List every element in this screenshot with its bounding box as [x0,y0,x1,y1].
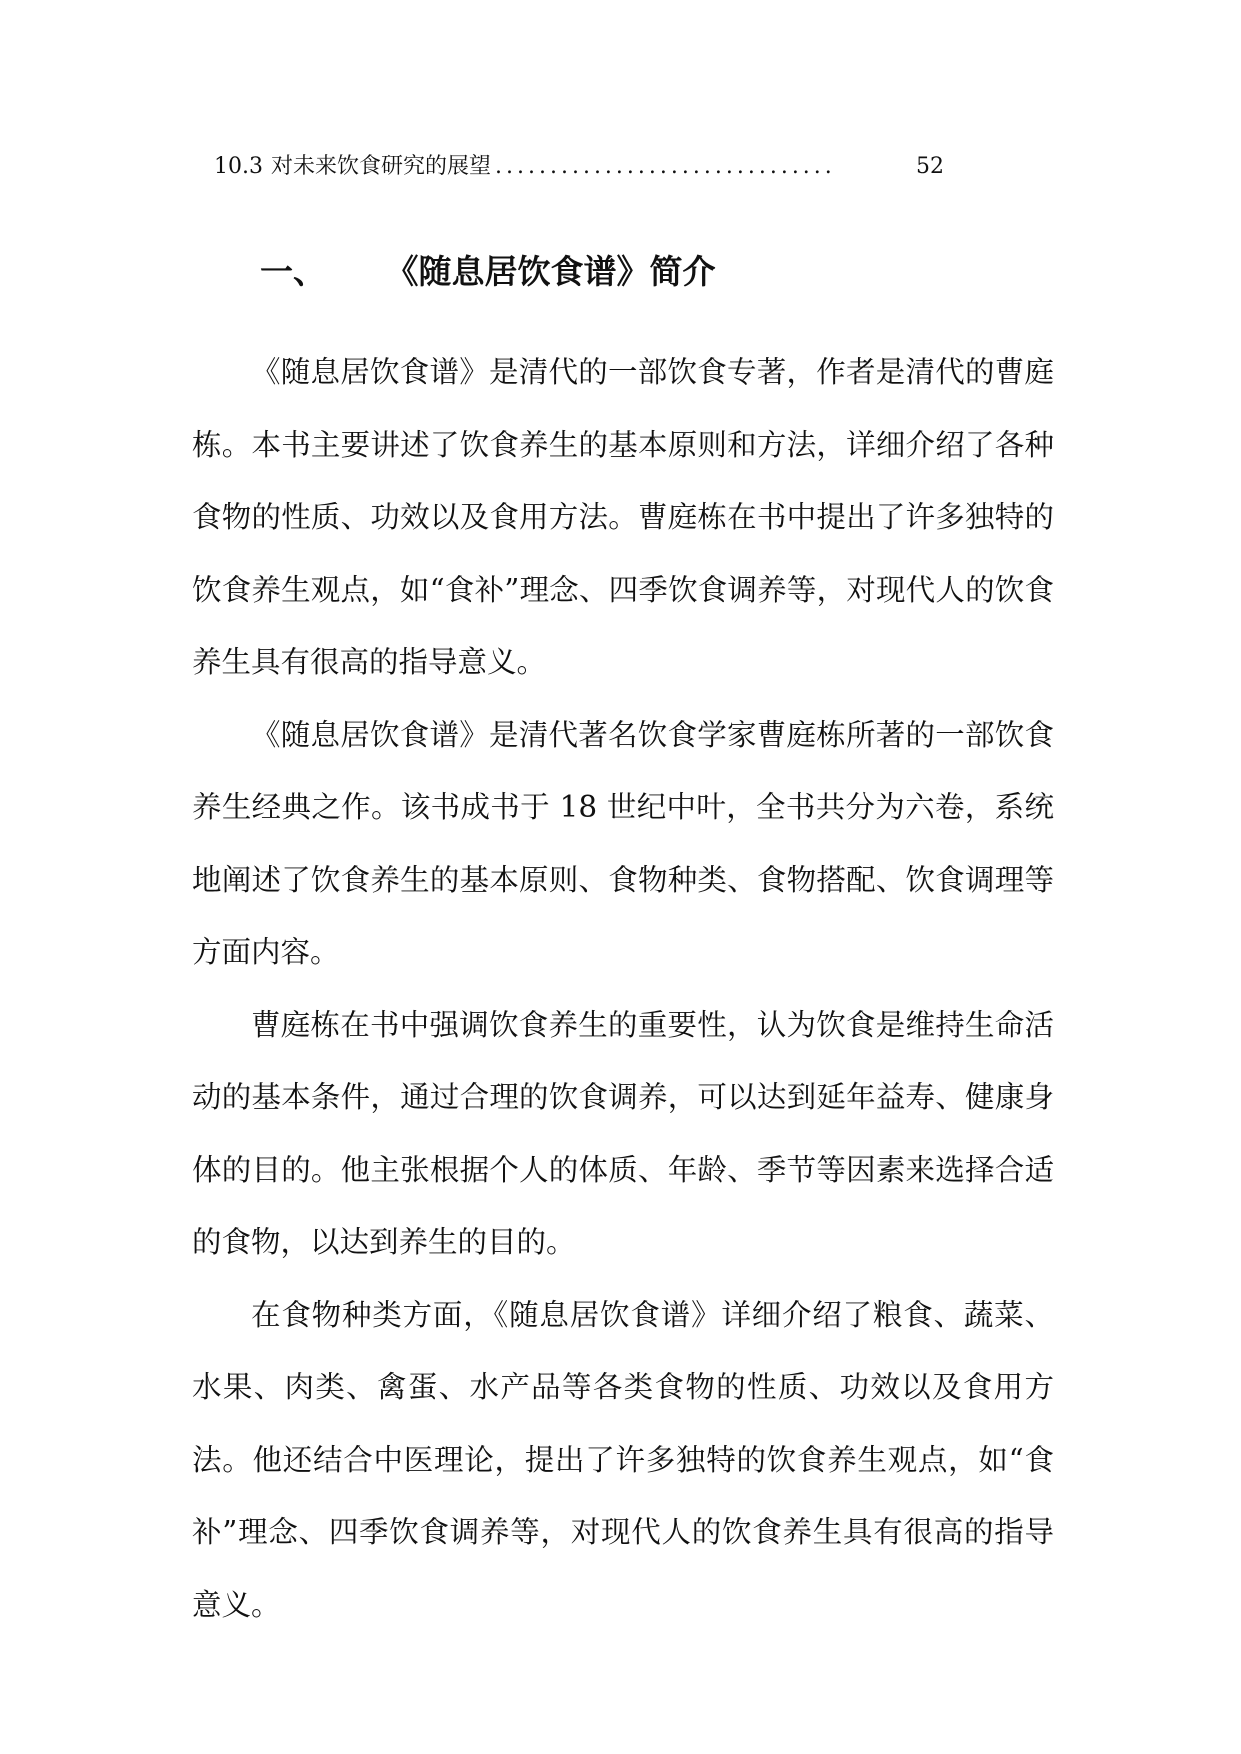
toc-entry-title: 对未来饮食研究的展望 [270,154,491,179]
section-heading-title: 《随息居饮食谱》简介 [385,252,716,291]
section-heading [260,248,716,296]
body-paragraph-2: 《随息居饮食谱》是清代著名饮食学家曹庭栋所著的一部饮食养生经典之作。该书成书于 18 世纪中叶，全书共分为六卷，系统地阐述了饮食养生的基本原则、食物种类、食物搭配、饮食调理等方面内容。 [192,717,1054,969]
body-paragraph-4: 在食物种类方面，《随息居饮食谱》详细介绍了粮食、蔬菜、水果、肉类、禽蛋、水产品等各类食物的性质、功效以及食用方法。他还结合中医理论，提出了许多独特的饮食养生观点，如“食补”理念、四季饮食调养等，对现代人的饮食养生具有很高的指导意义。 [192,1297,1054,1622]
toc-entry-number: 10.3 [214,154,263,179]
toc-entry-leader-dots: ............................... [495,154,836,179]
body-paragraph-3: 曹庭栋在书中强调饮食养生的重要性，认为饮食是维持生命活动的基本条件，通过合理的饮食调养，可以达到延年益寿、健康身体的目的。他主张根据个人的体质、年龄、季节等因素来选择合适的食物，以达到养生的目的。 [192,1007,1054,1259]
section-heading-number: 一、 [260,252,326,291]
toc-entry-page-number: 52 [916,154,944,179]
section-body [192,336,1054,1641]
body-paragraph-1: 《随息居饮食谱》是清代的一部饮食专著，作者是清代的曹庭栋。本书主要讲述了饮食养生的基本原则和方法，详细介绍了各种食物的性质、功效以及食用方法。曹庭栋在书中提出了许多独特的饮食养生观点，如“食补”理念、四季饮食调养等，对现代人的饮食养生具有很高的指导意义。 [192,355,1054,679]
toc-entry[interactable] [214,150,944,184]
